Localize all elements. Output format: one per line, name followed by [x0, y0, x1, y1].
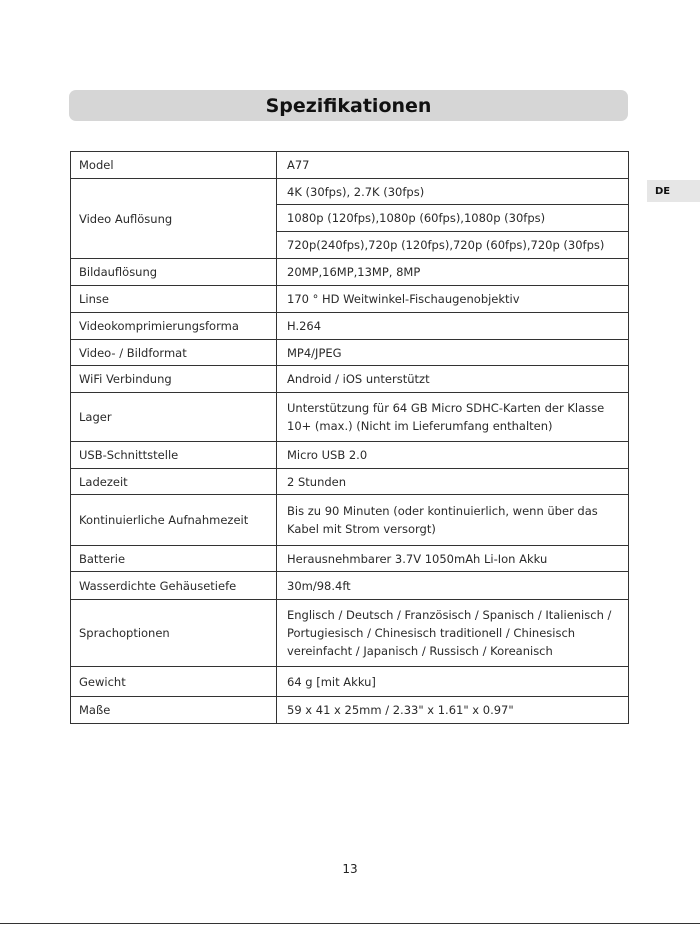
spec-value-image-resolution: 20MP,16MP,13MP, 8MP [277, 259, 629, 286]
table-row [71, 366, 629, 393]
table-row [71, 469, 629, 495]
spec-value-wifi: Android / iOS unterstützt [277, 366, 629, 393]
spec-label-recording-time: Kontinuierliche Aufnahmezeit [71, 495, 277, 546]
spec-value-lens: 170 ° HD Weitwinkel-Fischaugenobjektiv [277, 286, 629, 313]
spec-label-battery: Batterie [71, 546, 277, 572]
table-row [71, 442, 629, 469]
spec-value-model: A77 [277, 152, 629, 179]
spec-value-storage: Unterstützung für 64 GB Micro SDHC-Karten der Klasse 10+ (max.) (Nicht im Lieferumfang enthalten) [277, 393, 629, 442]
spec-label-video-resolution: Video Auflösung [71, 179, 277, 259]
spec-value-video-resolution-2: 1080p (120fps),1080p (60fps),1080p (30fps) [277, 205, 629, 232]
spec-label-charging-time: Ladezeit [71, 469, 277, 495]
spec-value-weight: 64 g [mit Akku] [277, 667, 629, 697]
spec-label-usb: USB-Schnittstelle [71, 442, 277, 469]
language-tab-label: DE [655, 185, 671, 197]
table-row [71, 546, 629, 572]
spec-label-dimensions: Maße [71, 697, 277, 724]
spec-label-lens: Linse [71, 286, 277, 313]
spec-label-storage: Lager [71, 393, 277, 442]
table-row [71, 393, 629, 442]
spec-value-waterproof-depth: 30m/98.4ft [277, 572, 629, 600]
bottom-divider [0, 923, 700, 924]
page-title: Spezifikationen [265, 94, 432, 117]
spec-value-recording-time: Bis zu 90 Minuten (oder kontinuierlich, wenn über das Kabel mit Strom versorgt) [277, 495, 629, 546]
spec-value-video-resolution-1: 4K (30fps), 2.7K (30fps) [277, 179, 629, 205]
section-title-bar [69, 90, 628, 121]
specifications-table [70, 151, 629, 724]
spec-label-languages: Sprachoptionen [71, 600, 277, 667]
table-row [71, 152, 629, 179]
spec-value-battery: Herausnehmbarer 3.7V 1050mAh Li-Ion Akku [277, 546, 629, 572]
spec-value-charging-time: 2 Stunden [277, 469, 629, 495]
table-row [71, 313, 629, 340]
spec-label-image-resolution: Bildauflösung [71, 259, 277, 286]
spec-label-weight: Gewicht [71, 667, 277, 697]
table-row [71, 179, 629, 205]
spec-value-languages: Englisch / Deutsch / Französisch / Spanisch / Italienisch / Portugiesisch / Chinesisch traditionell / Chinesisch vereinfacht / Japanisch / Russisch / Koreanisch [277, 600, 629, 667]
spec-value-video-resolution-3: 720p(240fps),720p (120fps),720p (60fps),720p (30fps) [277, 232, 629, 259]
table-row [71, 697, 629, 724]
table-row [71, 340, 629, 366]
language-tab [647, 180, 700, 202]
spec-value-dimensions: 59 x 41 x 25mm / 2.33" x 1.61" x 0.97" [277, 697, 629, 724]
table-row [71, 572, 629, 600]
table-row [71, 259, 629, 286]
spec-label-wifi: WiFi Verbindung [71, 366, 277, 393]
table-row [71, 600, 629, 667]
table-row [71, 495, 629, 546]
spec-value-video-compression: H.264 [277, 313, 629, 340]
spec-label-video-compression: Videokomprimierungsforma [71, 313, 277, 340]
table-row [71, 286, 629, 313]
spec-label-waterproof-depth: Wasserdichte Gehäusetiefe [71, 572, 277, 600]
spec-value-usb: Micro USB 2.0 [277, 442, 629, 469]
spec-label-model: Model [71, 152, 277, 179]
table-row [71, 667, 629, 697]
page-number: 13 [342, 862, 358, 876]
spec-label-video-image-format: Video- / Bildformat [71, 340, 277, 366]
spec-value-video-image-format: MP4/JPEG [277, 340, 629, 366]
